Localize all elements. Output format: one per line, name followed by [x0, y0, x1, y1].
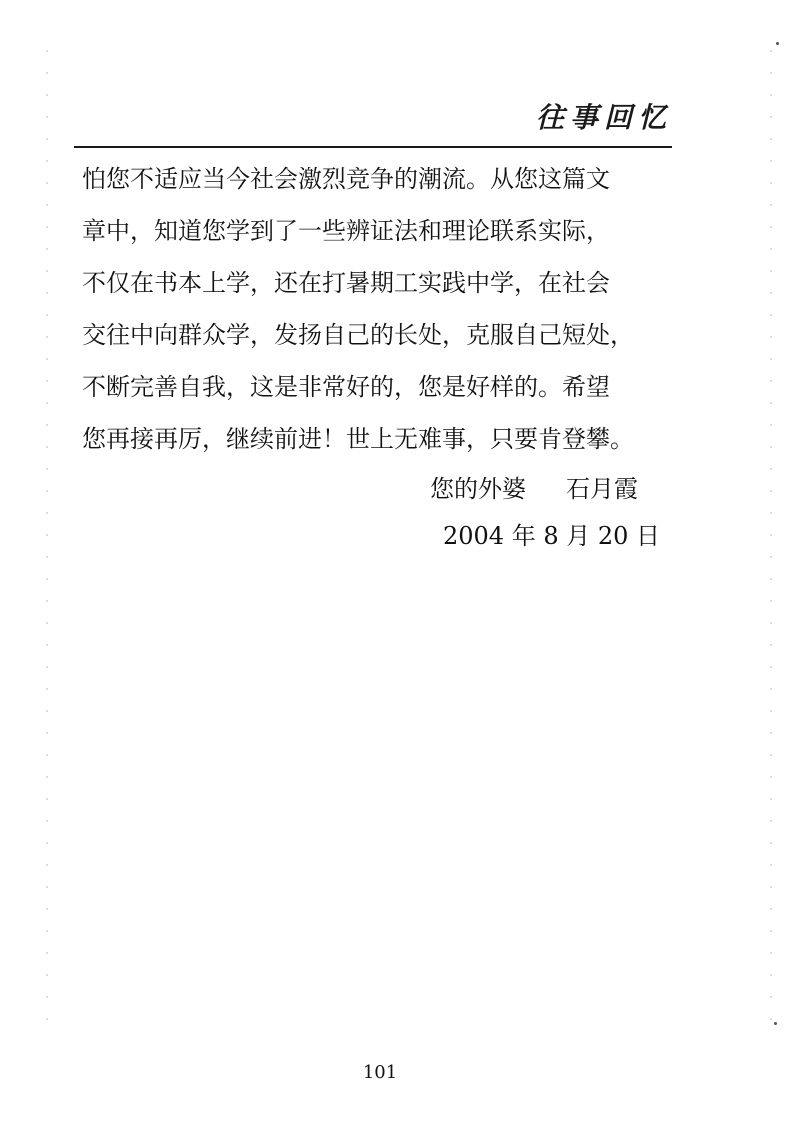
signature-date: 2004 年 8 月 20 日	[443, 522, 661, 550]
signature-line	[430, 475, 638, 503]
scan-noise-left	[46, 40, 48, 1040]
section-title: 往事回忆	[535, 101, 672, 134]
body-line: 章中，知道您学到了一些辨证法和理论联系实际，	[82, 217, 610, 245]
page-number: 101	[362, 1062, 398, 1083]
body-line: 您再接再厉，继续前进！世上无难事，只要肯登攀。	[82, 425, 634, 453]
body-line: 交往中向群众学，发扬自己的长处，克服自己短处，	[82, 321, 634, 349]
header-divider	[74, 146, 672, 148]
body-line: 怕您不适应当今社会激烈竞争的潮流。从您这篇文	[82, 165, 610, 193]
scan-mark	[774, 1022, 777, 1025]
scan-mark	[776, 42, 779, 45]
scan-noise-right	[770, 40, 772, 1040]
body-line: 不断完善自我，这是非常好的，您是好样的。希望	[82, 373, 610, 401]
letter-body	[82, 165, 682, 477]
signature-relation: 您的外婆	[430, 475, 526, 503]
body-line: 不仅在书本上学，还在打暑期工实践中学，在社会	[82, 269, 610, 297]
signature-name: 石月霞	[566, 475, 638, 503]
